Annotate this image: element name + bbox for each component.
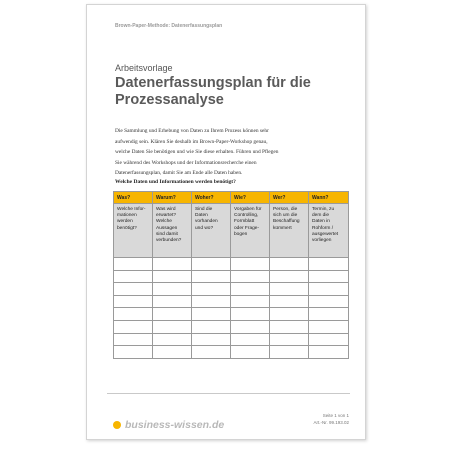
empty-cell (309, 346, 349, 359)
empty-cell (309, 320, 349, 333)
cell-line: mationen (117, 213, 137, 219)
empty-cell (270, 346, 309, 359)
empty-cell (192, 346, 231, 359)
cell-line: ausgewertet (312, 231, 339, 237)
column-header-woher: Woher? (192, 192, 231, 204)
empty-cell (114, 258, 153, 271)
empty-cell (270, 295, 309, 308)
empty-table-row (114, 270, 349, 283)
empty-cell (114, 270, 153, 283)
empty-cell (153, 333, 192, 346)
footer-divider (107, 393, 350, 394)
cell-line: Rohform / (312, 225, 334, 231)
empty-cell (114, 283, 153, 296)
empty-cell (192, 320, 231, 333)
column-header-was: Was? (114, 192, 153, 204)
empty-cell (231, 308, 270, 321)
intro-paragraph (115, 126, 347, 179)
cell-line: kümmert (273, 225, 292, 231)
description-row (114, 204, 349, 258)
cell-line: erwartet? (156, 213, 176, 219)
cell-line: sind damit (156, 231, 178, 237)
column-header-wer: Wer? (270, 192, 309, 204)
cell-line: verbunden? (156, 238, 182, 244)
empty-cell (231, 270, 270, 283)
empty-cell (231, 295, 270, 308)
logo-text: business-wissen.de (125, 419, 225, 431)
cell-line: Aussagen (156, 225, 178, 231)
document-title (115, 75, 345, 109)
description-cell-wann (309, 204, 349, 258)
table-header-row (114, 192, 349, 204)
empty-cell (192, 308, 231, 321)
empty-table-row (114, 346, 349, 359)
cell-line: oder Frage- (234, 225, 260, 231)
empty-cell (231, 320, 270, 333)
description-cell-wer (270, 204, 309, 258)
empty-cell (153, 320, 192, 333)
empty-table-row (114, 333, 349, 346)
empty-table-row (114, 258, 349, 271)
cell-line: Daten (195, 213, 208, 219)
empty-cell (192, 295, 231, 308)
empty-cell (309, 295, 349, 308)
column-header-wie: Wie? (231, 192, 270, 204)
cell-line: Sind die (195, 207, 213, 212)
cell-line: Person, die (273, 207, 298, 212)
document-eyebrow: Arbeitsvorlage (115, 63, 173, 73)
running-header: Brown-Paper-Methode: Datenerfassungsplan (115, 23, 223, 29)
empty-cell (114, 346, 153, 359)
cell-line: Welche (156, 219, 172, 225)
empty-cell (309, 258, 349, 271)
body-line: aufwendig sein. Klären Sie deshalb im Brown-Paper-Workshop genau, (115, 138, 268, 145)
cell-line: Formblatt (234, 219, 255, 225)
empty-cell (192, 270, 231, 283)
body-line: Die Sammlung und Erhebung von Daten zu Ihrem Prozess können sehr (115, 128, 269, 134)
cell-line: sich um die (273, 213, 298, 219)
empty-cell (270, 283, 309, 296)
empty-cell (231, 258, 270, 271)
cell-line: Daten in (312, 219, 330, 225)
empty-cell (153, 283, 192, 296)
empty-cell (153, 308, 192, 321)
empty-cell (309, 333, 349, 346)
empty-cell (114, 308, 153, 321)
cell-line: werden (117, 219, 133, 225)
empty-table-row (114, 320, 349, 333)
empty-cell (192, 333, 231, 346)
cell-line: Beschaffung (273, 219, 300, 225)
empty-cell (270, 320, 309, 333)
empty-cell (309, 270, 349, 283)
empty-cell (231, 346, 270, 359)
description-cell-wie (231, 204, 270, 258)
empty-cell (192, 258, 231, 271)
cell-line: Controlling, (234, 213, 259, 219)
cell-line: Was wird (156, 207, 176, 212)
empty-table-row (114, 295, 349, 308)
empty-cell (114, 333, 153, 346)
data-plan-table (113, 191, 349, 359)
cell-line: Welche Infor- (117, 207, 146, 212)
empty-cell (270, 333, 309, 346)
page-number: Seite 1 von 1 (322, 413, 349, 418)
column-header-wann: Wann? (309, 192, 349, 204)
page-info (313, 412, 349, 426)
logo-dot-icon (113, 421, 121, 429)
body-line: welche Daten Sie benötigen und wie Sie diese erhalten. Führen und Pflegen (115, 149, 279, 155)
empty-cell (231, 283, 270, 296)
document-page (86, 4, 366, 440)
empty-cell (309, 283, 349, 296)
empty-cell (153, 258, 192, 271)
table-body (114, 204, 349, 359)
title-line: Datenerfassungsplan für die (115, 75, 311, 91)
cell-line: benötigt? (117, 225, 137, 231)
empty-cell (114, 320, 153, 333)
description-cell-was (114, 204, 153, 258)
description-cell-warum (153, 204, 192, 258)
empty-cell (153, 295, 192, 308)
empty-cell (114, 295, 153, 308)
cell-line: Vorgaben für (234, 207, 262, 212)
empty-cell (270, 258, 309, 271)
empty-cell (153, 270, 192, 283)
cell-line: vorhanden (195, 219, 218, 225)
cell-line: und wo? (195, 225, 214, 231)
empty-cell (153, 346, 192, 359)
title-line: Prozessanalyse (115, 92, 224, 108)
cell-line: bogen (234, 231, 248, 237)
empty-cell (231, 333, 270, 346)
empty-table-row (114, 308, 349, 321)
cell-line: vorliegen (312, 238, 332, 244)
body-line: Datenerfassungsplan, damit Sie am Ende alle Daten haben. (115, 170, 243, 176)
empty-cell (270, 308, 309, 321)
body-line: Sie während des Workshops und der Informationsrecherche einen (115, 159, 257, 166)
column-header-warum: Warum? (153, 192, 192, 204)
article-number: Art.-Nr. 99.193.02 (313, 420, 349, 425)
table-question: Welche Daten und Informationen werden benötigt? (115, 179, 236, 185)
brand-logo (113, 419, 224, 431)
empty-cell (270, 270, 309, 283)
cell-line: dem die (312, 213, 330, 219)
empty-cell (309, 308, 349, 321)
description-cell-woher (192, 204, 231, 258)
empty-cell (192, 283, 231, 296)
empty-table-row (114, 283, 349, 296)
cell-line: Termin, zu (312, 207, 335, 212)
